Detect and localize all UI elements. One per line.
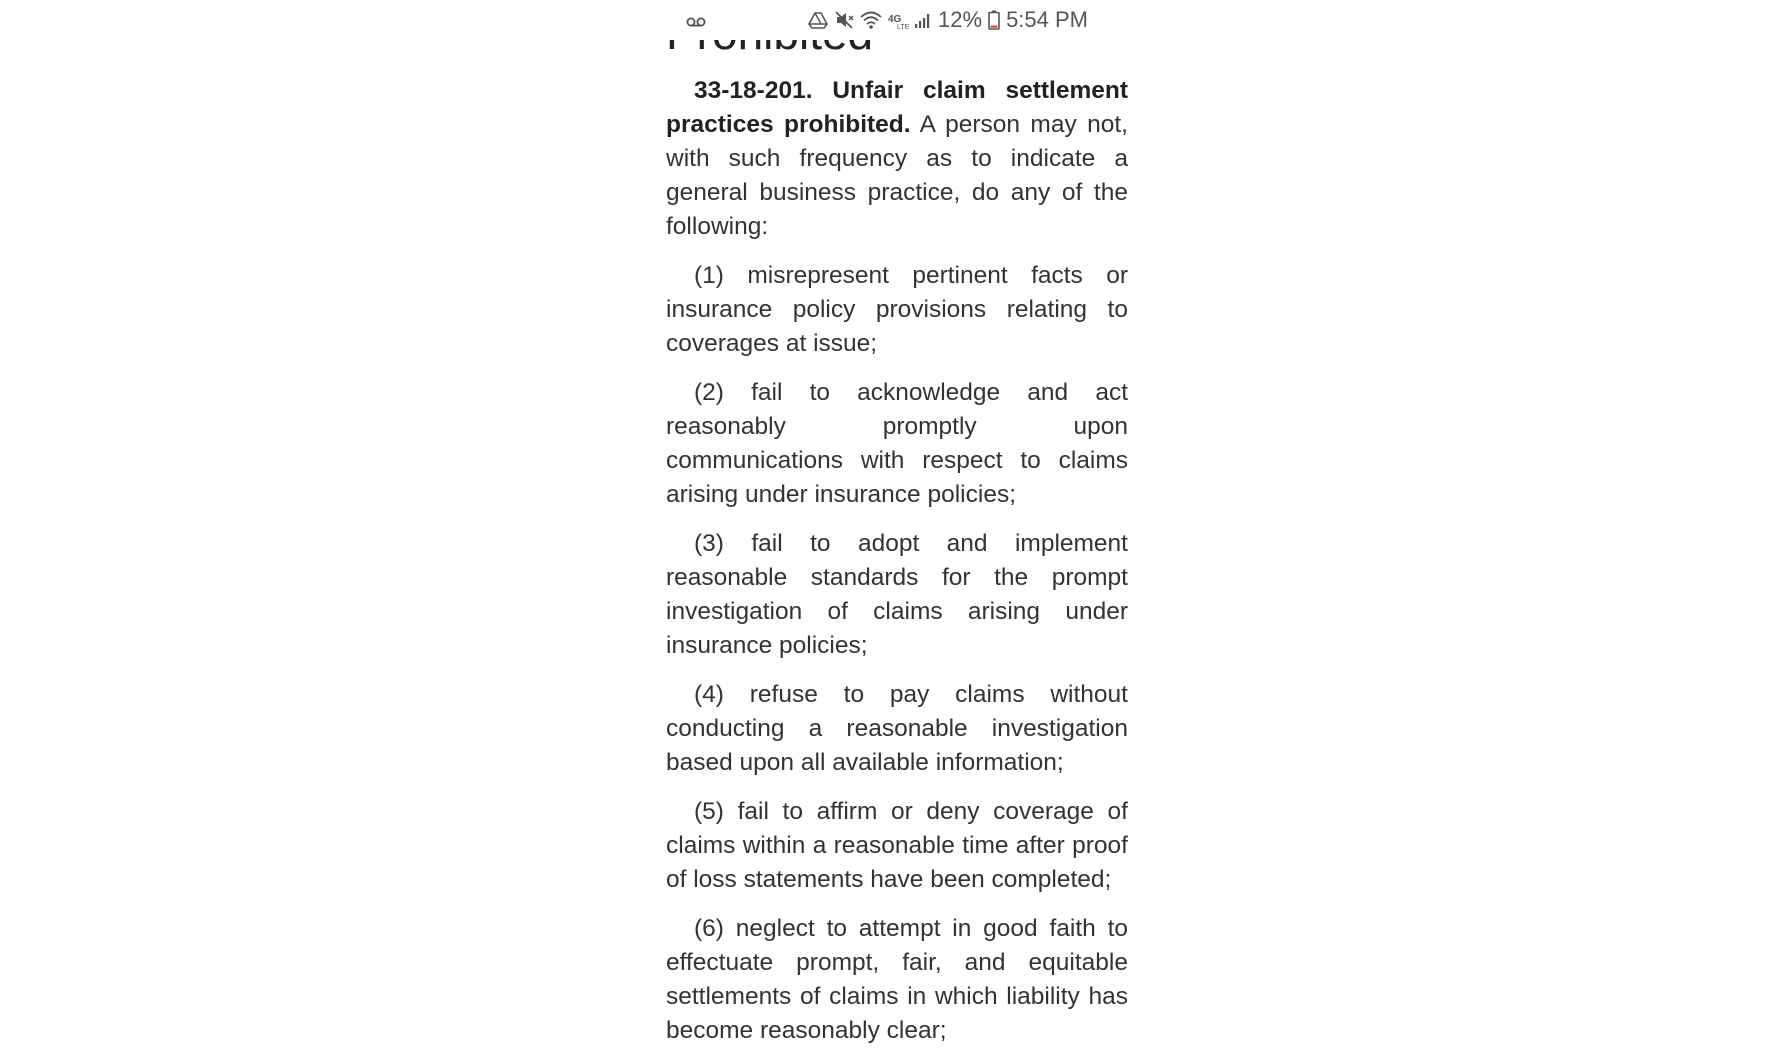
list-item <box>666 795 1128 897</box>
item-text: misrepresent pertinent facts or insurance policy provisions relating to coverages at issue; <box>666 262 1128 357</box>
clock: 5:54 PM <box>1006 7 1088 32</box>
signal-icon <box>914 11 932 29</box>
item-text: refuse to pay claims without conducting a reasonable investigation based upon all available information; <box>666 681 1128 776</box>
section-intro <box>666 74 1128 244</box>
item-text: fail to acknowledge and act reasonably promptly upon communications with respect to claims arising under insurance policies; <box>666 379 1129 508</box>
item-number: (4) <box>694 681 724 708</box>
list-item <box>666 912 1128 1048</box>
svg-text:LTE: LTE <box>897 24 910 31</box>
battery-icon <box>988 10 1000 30</box>
list-item <box>666 376 1128 512</box>
item-number: (2) <box>694 379 724 406</box>
list-item <box>666 527 1128 663</box>
status-bar <box>650 0 1130 40</box>
list-item <box>666 259 1128 361</box>
item-text: fail to affirm or deny coverage of claims within a reasonable time after proof of loss statements have been completed; <box>666 798 1128 893</box>
wifi-icon <box>860 10 882 30</box>
svg-text:4G: 4G <box>888 14 902 25</box>
4g-lte-icon <box>888 10 908 30</box>
battery-percent: 12% <box>938 7 983 32</box>
mute-icon <box>834 10 854 30</box>
document-body <box>666 74 1128 1063</box>
status-icons <box>808 6 1088 34</box>
item-number: (6) <box>694 915 724 942</box>
item-text: fail to adopt and implement reasonable standards for the prompt investigation of claims arising under insurance policies; <box>666 530 1128 659</box>
section-title: Unfair claim settlement practices prohibited. <box>666 77 1128 138</box>
drive-icon <box>808 10 828 30</box>
item-number: (1) <box>694 262 724 289</box>
list-item <box>666 678 1128 780</box>
phone-screen <box>650 0 1130 1044</box>
item-text: neglect to attempt in good faith to effectuate prompt, fair, and equitable settlements of claims in which liability has become reasonably clear; <box>666 915 1129 1044</box>
section-number: 33-18-201. <box>694 77 813 104</box>
voicemail-icon <box>686 8 706 34</box>
item-number: (5) <box>694 798 724 825</box>
section-intro-text: A person may not, with such frequency as to indicate a general business practice, do any of the following: <box>666 111 1128 240</box>
item-number: (3) <box>694 530 724 557</box>
